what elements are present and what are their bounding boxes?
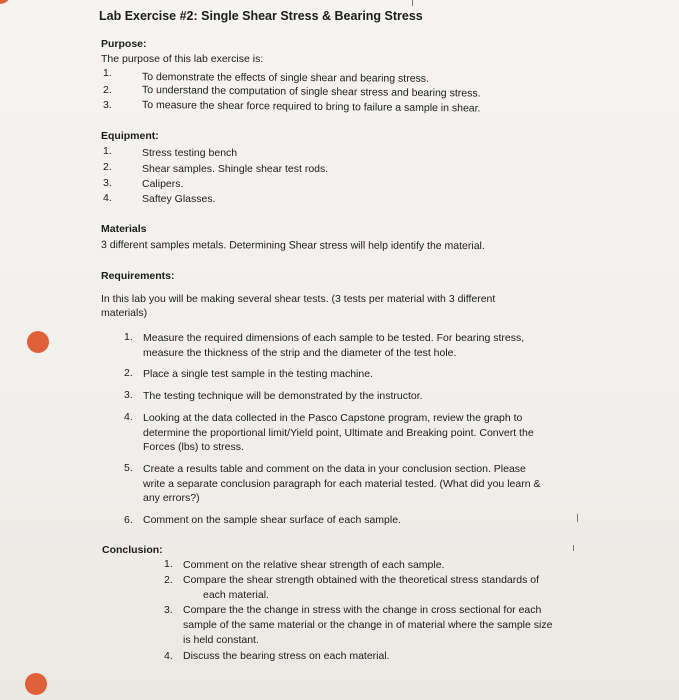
requirement-line: Comment on the sample shear surface of each sample.	[143, 514, 401, 526]
binder-hole-marker	[25, 673, 47, 695]
requirement-line: Forces (lbs) to stress.	[143, 441, 244, 453]
conclusion-number: 3.	[164, 604, 173, 616]
conclusion-line: Comment on the relative shear strength of each sample.	[183, 559, 445, 571]
requirements-intro: In this lab you will be making several shear tests. (3 tests per material with 3 different	[101, 293, 496, 305]
purpose-intro: The purpose of this lab exercise is:	[101, 53, 264, 65]
equipment-heading: Equipment:	[101, 130, 159, 142]
pen-mark	[412, 0, 413, 6]
equipment-item: Stress testing bench	[142, 147, 238, 159]
conclusion-line: Compare the the change in stress with the change in cross sectional for each	[183, 604, 542, 616]
equipment-item-number: 3.	[103, 177, 112, 189]
materials-text: 3 different samples metals. Determining Shear stress will help identify the material.	[100, 239, 485, 253]
requirements-intro: materials)	[101, 307, 148, 319]
purpose-item-number: 2.	[103, 84, 112, 96]
conclusion-line: Compare the shear strength obtained with the theoretical stress standards of	[183, 574, 540, 586]
requirement-line: Place a single test sample in the testing machine.	[143, 368, 373, 380]
purpose-item-number: 1.	[103, 67, 112, 79]
equipment-item-number: 2.	[103, 161, 112, 173]
materials-heading: Materials	[101, 223, 147, 235]
binder-hole-marker	[27, 331, 49, 353]
requirement-number: 6.	[124, 514, 133, 526]
pen-mark	[573, 545, 574, 551]
binder-hole-marker	[0, 0, 11, 4]
purpose-item: To understand the computation of single shear stress and bearing stress.	[141, 84, 481, 100]
conclusion-number: 2.	[164, 574, 173, 586]
conclusion-line: sample of the same material or the change in of material where the sample size	[183, 619, 553, 631]
requirement-number: 4.	[124, 411, 133, 423]
requirement-line: determine the proportional limit/Yield point, Ultimate and Breaking point. Convert the	[143, 427, 534, 439]
conclusion-number: 1.	[164, 558, 173, 570]
equipment-item-number: 4.	[103, 192, 112, 204]
requirements-heading: Requirements:	[101, 270, 175, 282]
requirement-line: Create a results table and comment on the data in your conclusion section. Please	[143, 463, 526, 475]
equipment-item: Saftey Glasses.	[142, 193, 216, 205]
purpose-item: To demonstrate the effects of single shear and bearing stress.	[141, 71, 430, 85]
conclusion-line: each material.	[203, 589, 269, 601]
pen-mark	[577, 514, 578, 522]
requirement-line: Looking at the data collected in the Pasco Capstone program, review the graph to	[143, 412, 523, 424]
requirement-line: measure the thickness of the strip and the diameter of the test hole.	[143, 347, 457, 359]
requirement-line: The testing technique will be demonstrated by the instructor.	[143, 390, 423, 402]
equipment-item-number: 1.	[103, 145, 112, 157]
conclusion-number: 4.	[164, 650, 173, 662]
requirement-number: 2.	[124, 367, 133, 379]
requirement-number: 3.	[124, 389, 133, 401]
requirement-line: write a separate conclusion paragraph for each material tested. (What did you learn &	[143, 478, 541, 490]
requirement-number: 1.	[124, 331, 133, 343]
purpose-item-number: 3.	[103, 99, 112, 111]
conclusion-heading: Conclusion:	[102, 544, 163, 556]
page-title: Lab Exercise #2: Single Shear Stress & Bearing Stress	[99, 9, 423, 23]
purpose-heading: Purpose:	[101, 38, 147, 50]
equipment-item: Shear samples. Shingle shear test rods.	[142, 163, 329, 175]
purpose-item: To measure the shear force required to bring to failure a sample in shear.	[141, 99, 481, 115]
equipment-item: Calipers.	[142, 178, 184, 190]
requirement-line: any errors?)	[143, 492, 200, 504]
requirement-line: Measure the required dimensions of each sample to be tested. For bearing stress,	[143, 332, 525, 344]
conclusion-line: Discuss the bearing stress on each material.	[183, 650, 390, 662]
requirement-number: 5.	[124, 462, 133, 474]
conclusion-line: is held constant.	[183, 634, 259, 646]
